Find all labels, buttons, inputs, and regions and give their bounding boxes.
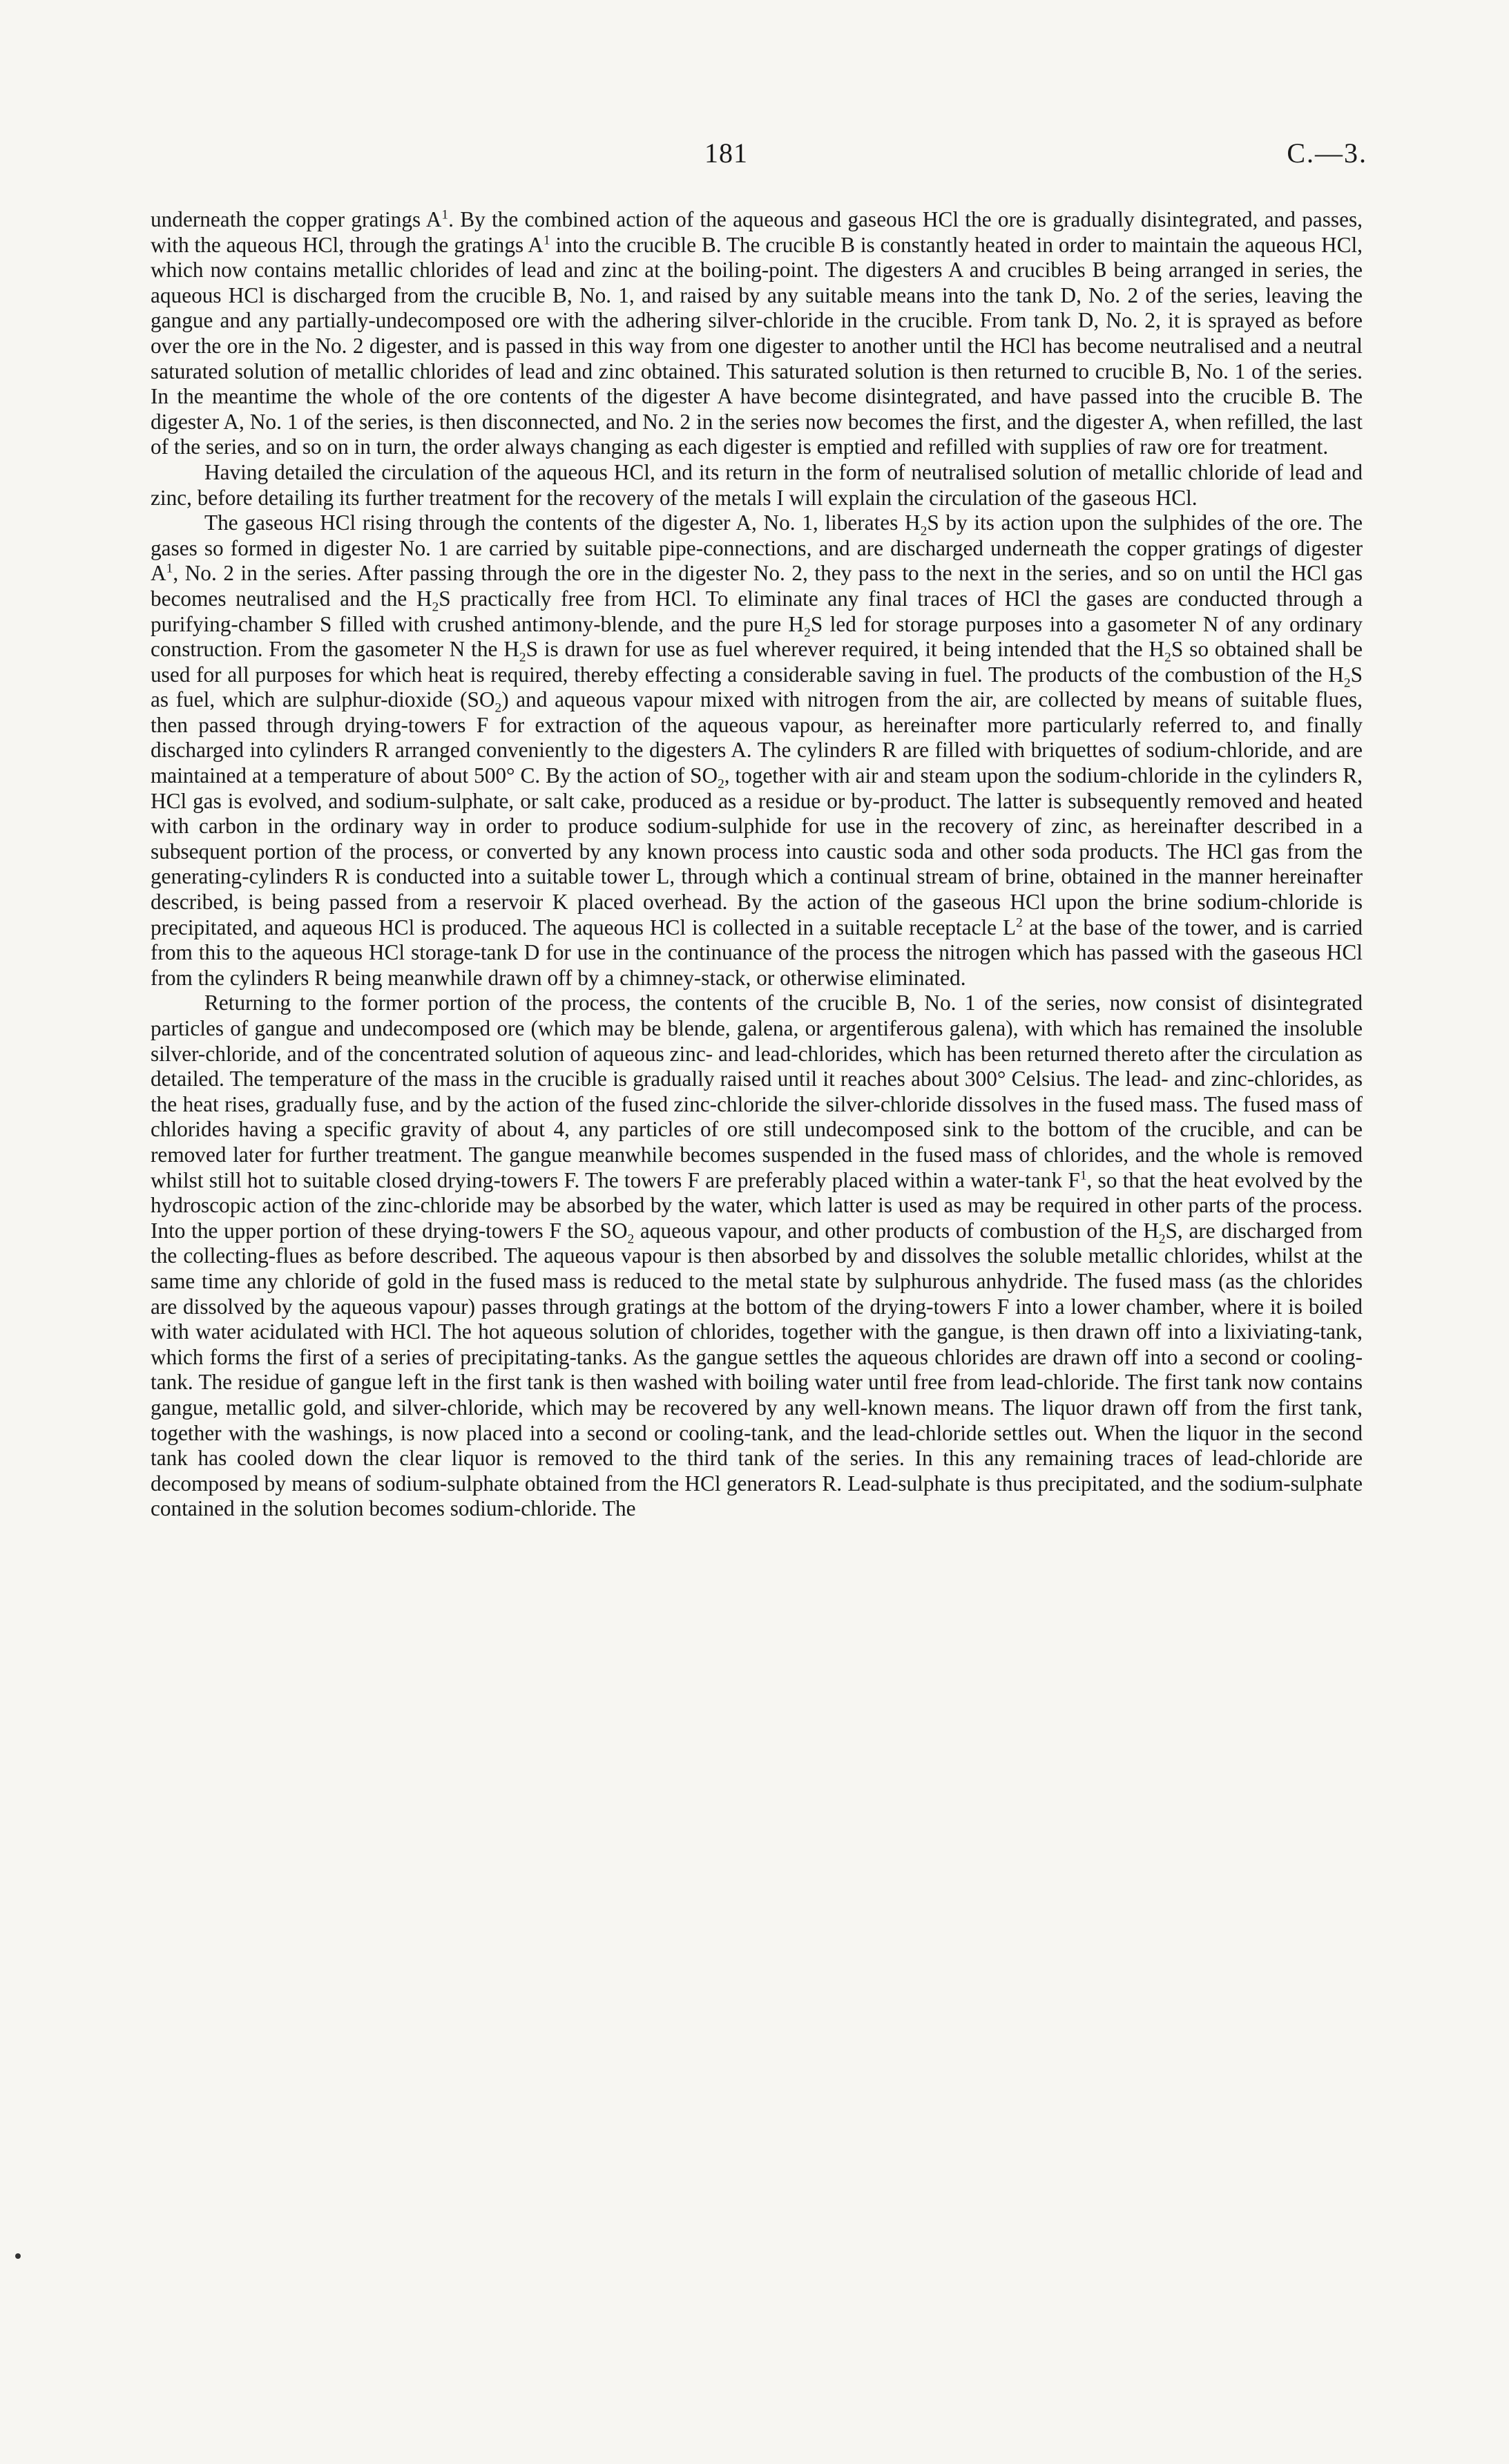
page-number: 181 <box>704 137 748 169</box>
subscript: 2 <box>1343 675 1351 690</box>
paragraph <box>151 991 1363 1521</box>
subscript: 2 <box>627 1232 635 1246</box>
subscript: 2 <box>718 776 724 792</box>
text-run: Having detailed the circulation of the aqueous HCl, and its return in the form of neutralised solution of metallic chloride of lead and zinc, before detailing its further treatment for the recovery of the metals I will explain the circulation of the gaseous HCl. <box>151 459 1363 510</box>
text-run: , so that the heat evolved by the hydroscopic action of the zinc-chloride may be absorbed by the water, which latter is used as may be required in other parts of the process. Into the upper portion of these drying-towers F the SO <box>151 1167 1363 1243</box>
text-run: ) and aqueous vapour mixed with nitrogen from the air, are collected by means of suitable flues, then passed through drying-towers F for extraction of the aqueous vapour, as hereinafter more particularly referred to, and finally discharged into cylinders R arranged conveniently to the digesters A. The cylinders R are filled with briquettes of sodium-chloride, and are maintained at a temperature of about 500° C. By the action of SO <box>151 687 1363 788</box>
text-run: The gaseous HCl rising through the contents of the digester A, No. 1, liberates H <box>204 510 921 535</box>
margin-ink-dot <box>15 2253 21 2259</box>
subscript: 2 <box>1158 1232 1166 1246</box>
superscript: 1 <box>441 207 449 222</box>
subscript: 2 <box>519 650 526 665</box>
text-run: into the crucible B. The crucible B is constantly heated in order to maintain the aqueous HCl, which now contains metallic chlorides of lead and zinc at the boiling-point. The digesters A and crucibles B being arranged in series, the aqueous HCl is discharged from the crucible B, No. 1, and raised by any suitable means into the tank D, No. 2 of the series, leaving the gangue and any partially-undecomposed ore with the adhering silver-chloride in the crucible. From tank D, No. 2, it is sprayed as before over the ore in the No. 2 digester, and is passed in this way from one digester to another until the HCl has become neutralised and a neutral saturated solution of metallic chlorides of lead and zinc obtained. This saturated solution is then returned to crucible B, No. 1 of the series. In the meantime the whole of the ore contents of the digester A have become disintegrated, and have passed into the crucible B. The digester A, No. 1 of the series, is then disconnected, and No. 2 in the series now becomes the first, and the digester A, when refilled, the last of the series, and so on in turn, the order always changing as each digester is emptied and refilled with supplies of raw ore for treatment. <box>151 232 1363 459</box>
subscript: 2 <box>804 624 811 640</box>
text-run: S practically free from HCl. To eliminate any final traces of HCl the gases are conducted through a purifying-chamber S filled with crushed antimony-blende, and the pure H <box>151 586 1363 636</box>
text-run: S led for storage purposes into a gasometer N of any ordinary construction. From the gasometer N the H <box>151 611 1363 662</box>
superscript: 1 <box>1079 1168 1087 1183</box>
text-run: S so obtained shall be used for all purposes for which heat is required, thereby effecting a considerable saving in fuel. The products of the combustion of the H <box>151 637 1363 687</box>
paragraph <box>151 460 1363 510</box>
document-reference: C.—3. <box>1287 137 1367 169</box>
superscript: 1 <box>166 561 173 576</box>
text-run: S is drawn for use as fuel wherever required, it being intended that the H <box>526 637 1165 662</box>
superscript: 2 <box>1016 915 1023 930</box>
text-run: Returning to the former portion of the process, the contents of the crucible B, No. 1 of the series, now consist of disintegrated particles of gangue and undecomposed ore (which may be blende, galena, or argentiferous galena), with which has remained the insoluble silver-chloride, and of the concentrated solution of aqueous zinc- and lead-chlorides, which has been returned thereto after the circulation as detailed. The temperature of the mass in the crucible is gradually raised until it reaches about 300° Celsius. The lead- and zinc-chlorides, as the heat rises, gradually fuse, and by the action of the fused zinc-chloride the silver-chloride dissolves in the fused mass. The fused mass of chlorides having a specific gravity of about 4, any particles of ore still undecomposed sink to the bottom of the crucible, and can be removed later for further treatment. The gangue meanwhile becomes suspended in the fused mass of chlorides, and the whole is removed whilst still hot to suitable closed drying-towers F. The towers F are preferably placed within a water-tank F <box>151 991 1363 1192</box>
text-run: , No. 2 in the series. After passing through the ore in the digester No. 2, they pass to the next in the series, and so on until the HCl gas becomes neutralised and the H <box>151 561 1363 611</box>
subscript: 2 <box>494 700 502 716</box>
superscript: 1 <box>543 233 550 248</box>
text-run: underneath the copper gratings A <box>151 207 442 231</box>
text-run: S as fuel, which are sulphur-dioxide (SO <box>151 662 1363 712</box>
body-text <box>151 207 1363 1522</box>
subscript: 2 <box>1164 650 1171 665</box>
paragraph <box>151 510 1363 991</box>
text-run: , together with air and steam upon the sodium-chloride in the cylinders R, HCl gas is evolved, and sodium-sulphate, or salt cake, produced as a residue or by-product. The latter is subsequently removed and heated with carbon in the ordinary way in order to produce sodium-sulphide for use in the recovery of zinc, as hereinafter described in a subsequent portion of the process, or converted by any known process into caustic soda and other soda products. The HCl gas from the generating-cylinders R is conducted into a suitable tower L, through which a continual stream of brine, obtained in the manner hereinafter described, is being passed from a reservoir K placed overhead. By the action of the gaseous HCl upon the brine sodium-chloride is precipitated, and aqueous HCl is produced. The aqueous HCl is collected in a suitable receptacle L <box>151 763 1363 939</box>
subscript: 2 <box>920 524 927 539</box>
text-run: S, are discharged from the collecting-flues as before described. The aqueous vapour is then absorbed by and dissolves the soluble metallic chlorides, whilst at the same time any chloride of gold in the fused mass is reduced to the metal state by sulphurous anhydride. The fused mass (as the chlorides are dissolved by the aqueous vapour) passes through gratings at the bottom of the drying-towers F into a lower chamber, where it is boiled with water acidulated with HCl. The hot aqueous solution of chlorides, together with the gangue, is then drawn off into a lixiviating-tank, which forms the first of a series of precipitating-tanks. As the gangue settles the aqueous chlorides are drawn off into a second or cooling-tank. The residue of gangue left in the first tank is then washed with boiling water until free from lead-chloride. The first tank now contains gangue, metallic gold, and silver-chloride, which may be recovered by any well-known means. The liquor drawn off from the first tank, together with the washings, is now placed into a second or cooling-tank, and the lead-chloride settles out. When the liquor in the second tank has cooled down the clear liquor is removed to the third tank of the series. In this any remaining traces of lead-chloride are decomposed by means of sodium-sulphate obtained from the HCl generators R. Lead-sulphate is thus precipitated, and the sodium-sulphate contained in the solution becomes sodium-chloride. The <box>151 1218 1363 1521</box>
text-run: S by its action upon the sulphides of the ore. The gases so formed in digester No. 1 are carried by suitable pipe-connections, and are discharged underneath the copper gratings of digester A <box>151 510 1363 586</box>
paragraph <box>151 207 1363 460</box>
page-header <box>0 137 1509 171</box>
text-run: aqueous vapour, and other products of combustion of the H <box>634 1218 1159 1243</box>
text-run: . By the combined action of the aqueous and gaseous HCl the ore is gradually disintegrated, and passes, with the aqueous HCl, through the gratings A <box>151 207 1363 257</box>
subscript: 2 <box>432 600 439 615</box>
text-run: at the base of the tower, and is carried from this to the aqueous HCl storage-tank D for use in the continuance of the process the nitrogen which has passed with the gaseous HCl from the cylinders R being meanwhile drawn off by a chimney-stack, or otherwise eliminated. <box>151 915 1363 990</box>
